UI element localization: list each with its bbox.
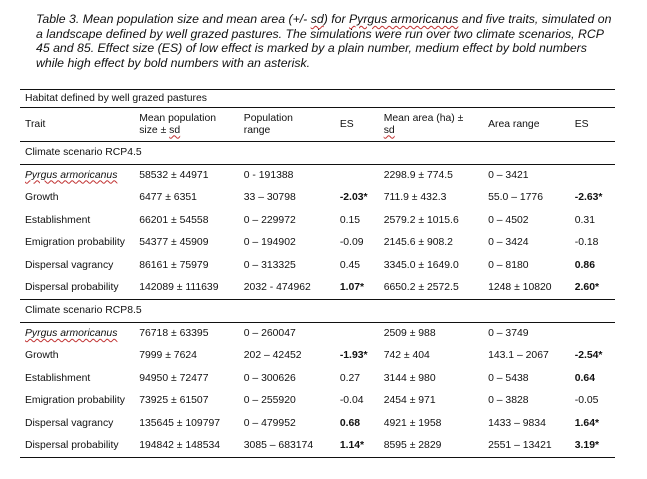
trait-cell: Dispersal probability [25,282,119,294]
area-range-cell: 55.0 – 1776 [488,191,543,203]
mean-area-cell: 3144 ± 980 [383,372,436,384]
population-range-cell: 0 – 255920 [243,395,296,407]
habitat-row [20,90,615,108]
trait-cell: Dispersal vagrancy [25,259,114,271]
mean-area-cell: 8595 ± 2829 [382,435,486,458]
population-range-cell: 0 – 194902 [243,237,296,249]
es-area-cell [573,164,615,187]
mean-population-cell: 54377 ± 45909 [139,237,209,249]
header-population-range-line2: range [243,124,271,136]
trait-cell: Emigration probability [25,237,125,249]
header-mean-area-sd: sd [383,124,395,136]
table-row [20,277,615,300]
header-mean-population-sd: sd [169,124,181,136]
table-row [20,435,615,458]
area-range-cell: 0 – 4502 [488,214,529,226]
area-range-cell: 2551 – 13421 [486,435,573,458]
scenario-row [20,142,615,165]
mean-area-cell: 742 ± 404 [383,350,430,362]
header-mean-area-line1: Mean area (ha) ± [383,112,464,124]
mean-area-cell: 2454 ± 971 [383,395,436,407]
es-area-cell: -0.18 [574,237,599,249]
trait-cell: Pyrgus armoricanus [20,164,137,187]
scenario-label: Climate scenario RCP8.5 [20,300,615,323]
header-area-range: Area range [486,108,573,142]
mean-area-cell: 2579.2 ± 1015.6 [383,214,459,226]
header-population-range-line1: Population [243,112,293,124]
header-population-range [242,108,338,142]
mean-population-cell: 194842 ± 148534 [137,435,242,458]
table-caption [36,12,616,70]
population-range-cell: 0 – 300626 [243,372,296,384]
population-range-cell: 33 – 30798 [243,191,296,203]
table-row [20,367,615,390]
caption-suffix: and five traits, simulated on a landscape defined by well grazed pastures. The simulations were run over two climate scenarios, RCP 45 and 85. Effect size (ES) of low effect is marked by a plain number, medium effect by bold numbers while high effect by bold numbers with an asterisk. [36,12,612,70]
table-row [20,164,615,187]
population-range-cell: 0 – 479952 [243,417,296,429]
mean-area-cell: 4921 ± 1958 [383,417,442,429]
es-population-cell: 1.14* [338,435,382,458]
trait-cell: Dispersal probability [20,435,137,458]
table-row [20,390,615,413]
es-population-cell: 1.07* [339,282,365,294]
es-area-cell: 1.64* [574,417,600,429]
area-range-cell: 0 – 5438 [488,372,529,384]
es-population-cell: -0.04 [339,395,364,407]
mean-population-cell: 142089 ± 111639 [139,282,219,294]
caption-prefix: Table 3. Mean population size and mean area (+/- [36,12,311,26]
area-range-cell: 0 – 8180 [488,259,529,271]
es-area-cell [573,322,615,345]
es-population-cell [338,322,382,345]
trait-cell: Growth [25,350,59,362]
mean-population-cell: 135645 ± 109797 [139,417,221,429]
es-area-cell: 0.31 [574,214,595,226]
mean-population-cell: 7999 ± 7624 [139,350,197,362]
header-es-area: ES [573,108,615,142]
results-table [20,89,615,458]
table-row [20,232,615,255]
trait-cell: Dispersal vagrancy [25,417,114,429]
area-range-cell: 0 – 3749 [486,322,573,345]
header-mean-population [137,108,242,142]
es-population-cell: 0.15 [339,214,361,226]
mean-population-cell: 86161 ± 75979 [139,259,209,271]
table-row [20,413,615,436]
mean-population-cell: 76718 ± 63395 [137,322,242,345]
population-range-cell: 0 – 229972 [243,214,296,226]
scenario-label: Climate scenario RCP4.5 [20,142,615,165]
es-area-cell: 3.19* [573,435,615,458]
mean-area-cell: 2298.9 ± 774.5 [382,164,486,187]
mean-population-cell: 94950 ± 72477 [139,372,209,384]
header-trait: Trait [20,108,137,142]
area-range-cell: 0 – 3424 [488,237,529,249]
population-range-cell: 0 – 260047 [242,322,338,345]
header-es-population: ES [338,108,382,142]
es-population-cell: 0.45 [339,259,361,271]
area-range-cell: 0 – 3421 [486,164,573,187]
table-row [20,254,615,277]
es-area-cell: 0.86 [574,259,595,271]
trait-cell: Establishment [25,214,91,226]
es-population-cell: -2.03* [339,191,368,203]
header-mean-population-line1: Mean population [139,112,217,124]
area-range-cell: 143.1 – 2067 [488,350,549,362]
habitat-label: Habitat defined by well grazed pastures [20,90,615,108]
population-range-cell: 2032 - 474962 [243,282,311,294]
es-area-cell: -0.05 [574,395,599,407]
population-range-cell: 0 – 313325 [243,259,296,271]
es-area-cell: -2.54* [574,350,603,362]
population-range-cell: 3085 – 683174 [242,435,338,458]
es-area-cell: -2.63* [574,191,603,203]
mean-area-cell: 2509 ± 988 [382,322,486,345]
es-population-cell: 0.68 [339,417,361,429]
table-row [20,322,615,345]
mean-area-cell: 711.9 ± 432.3 [383,191,447,203]
trait-cell: Pyrgus armoricanus [20,322,137,345]
caption-middle: ) for [323,12,349,26]
header-mean-population-line2: size ± [139,124,170,136]
es-population-cell [338,164,382,187]
trait-cell: Growth [25,191,59,203]
mean-area-cell: 6650.2 ± 2572.5 [383,282,459,294]
es-population-cell: -1.93* [339,350,368,362]
caption-sd: sd [310,12,324,26]
area-range-cell: 1433 – 9834 [488,417,546,429]
table-row [20,209,615,232]
caption-species: Pyrgus armoricanus [348,12,459,26]
trait-cell: Emigration probability [25,395,125,407]
trait-cell: Establishment [25,372,91,384]
header-mean-area [382,108,486,142]
es-area-cell: 2.60* [574,282,600,294]
scenario-row [20,300,615,323]
mean-area-cell: 3345.0 ± 1649.0 [383,259,459,271]
area-range-cell: 0 – 3828 [488,395,529,407]
mean-population-cell: 73925 ± 61507 [139,395,209,407]
es-population-cell: -0.09 [339,237,364,249]
header-row [20,108,615,142]
mean-population-cell: 66201 ± 54558 [139,214,209,226]
population-range-cell: 0 - 191388 [242,164,338,187]
mean-area-cell: 2145.6 ± 908.2 [383,237,453,249]
area-range-cell: 1248 ± 10820 [488,282,552,294]
table-row [20,345,615,368]
population-range-cell: 202 – 42452 [243,350,302,362]
es-population-cell: 0.27 [339,372,361,384]
es-area-cell: 0.64 [574,372,595,384]
table-row [20,187,615,210]
mean-population-cell: 58532 ± 44971 [137,164,242,187]
mean-population-cell: 6477 ± 6351 [139,191,197,203]
